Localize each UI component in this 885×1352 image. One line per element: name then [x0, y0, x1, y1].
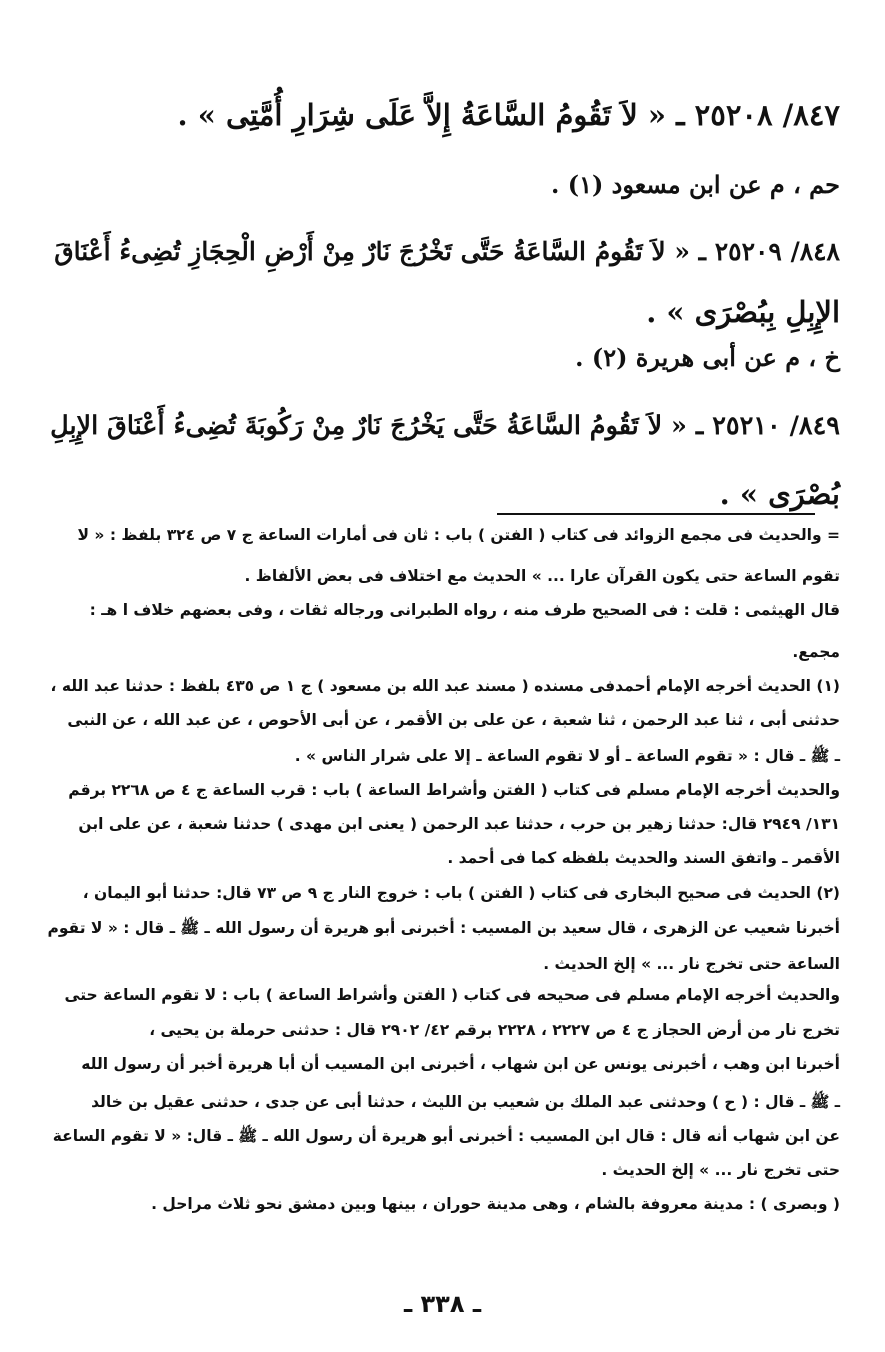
- footnote-separator: [497, 513, 815, 515]
- footnote-2-line: عن ابن شهاب أنه قال : قال ابن المسيب : أخبرنى أبو هريرة أن رسول الله ـ ﷺ ـ قال: « لا تقوم الساعة: [52, 1127, 840, 1145]
- footnote-1-line: ١٣١/ ٢٩٤٩ قال: حدثنا زهير بن حرب ، حدثنا عبد الرحمن ( يعنى ابن مهدى ) حدثنا شعبة ، عن على ابن: [78, 815, 840, 833]
- footnote-line: = والحديث فى مجمع الزوائد فى كتاب ( الفتن ) باب : ثان فى أمارات الساعة ج ٧ ص ٣٢٤ بلفظ : « لا: [77, 526, 840, 544]
- footnote-1-line: (١) الحديث أخرجه الإمام أحمدفى مسنده ( مسند عبد الله بن مسعود ) ج ١ ص ٤٣٥ بلفظ : حدثنا عبد الله ،: [50, 677, 840, 695]
- hadith-line: ٨٤٩/ ٢٥٢١٠ ـ « لاَ تَقُومُ السَّاعَةُ حَتَّى يَخْرُجَ نَارٌ مِنْ رَكُوبَةَ تُضِىءُ أَعْنَاقَ الإِبِلِ: [50, 411, 840, 441]
- footnote-line: قال الهيثمى : قلت : فى الصحيح طرف منه ، رواه الطبرانى ورجاله ثقات ، وفى بعضهم خلاف ا هـ :: [89, 601, 840, 619]
- hadith-line: ٨٤٨/ ٢٥٢٠٩ ـ « لاَ تَقُومُ السَّاعَةُ حَتَّى تَخْرُجَ نَارٌ مِنْ أَرْضِ الْحِجَازِ تُضِىءُ أَعْنَاقَ: [54, 237, 840, 266]
- footnote-2-line: والحديث أخرجه الإمام مسلم فى صحيحه فى كتاب ( الفتن وأشراط الساعة ) باب : لا تقوم الساعة حتى: [64, 986, 840, 1004]
- footnote-2-line: تخرج نار من أرض الحجاز ج ٤ ص ٢٢٢٧ ، ٢٢٢٨ برقم ٤٢/ ٢٩٠٢ قال : حدثنى حرملة بن يحيى ،: [149, 1021, 840, 1039]
- footnote-1-line: والحديث أخرجه الإمام مسلم فى كتاب ( الفتن وأشراط الساعة ) باب : قرب الساعة ج ٤ ص ٢٢٦٨ برقم: [68, 781, 840, 799]
- hadith-847: [40, 98, 840, 132]
- footnote-line: مجمع.: [792, 643, 840, 661]
- footnote-1-line: الأقمر ـ واتفق السند والحديث بلفظه كما فى أحمد .: [447, 849, 840, 867]
- footnote-2-line: أخبرنا شعيب عن الزهرى ، قال سعيد بن المسيب : أخبرنى أبو هريرة أن رسول الله ـ ﷺ ـ قال : « لا تقوم: [47, 919, 840, 937]
- page-number: ـ ٣٣٨ ـ: [403, 1290, 482, 1318]
- footnote-2-line: الساعة حتى تخرج نار ... » إلخ الحديث .: [543, 955, 840, 973]
- footnote-2-line: (٢) الحديث فى صحيح البخارى فى كتاب ( الفتن ) باب : خروج النار ج ٩ ص ٧٣ قال: حدثنا أبو اليمان ،: [82, 884, 840, 902]
- hadith-848: [40, 222, 840, 342]
- hadith-847-source: حم ، م عن ابن مسعود (١) .: [550, 170, 840, 199]
- hadith-849: [40, 392, 840, 528]
- hadith-848-source: خ ، م عن أبى هريرة (٢) .: [575, 343, 840, 372]
- footnote-2-line: حتى تخرج نار ... » إلخ الحديث .: [601, 1161, 840, 1179]
- footnote-2-line: ـ ﷺ ـ قال : ( ح ) وحدثنى عبد الملك بن شعيب بن الليث ، حدثنا أبى عن جدى ، حدثنى عقيل بن خالد: [91, 1093, 840, 1111]
- hadith-line: الإِبِلِ بِبُصْرَى » .: [646, 295, 840, 329]
- footnote-note-line: ( وبصرى ) : مدينة معروفة بالشام ، وهى مدينة حوران ، بينها وبين دمشق نحو ثلاث مراحل .: [151, 1195, 840, 1213]
- footnote-2-line: أخبرنا ابن وهب ، أخبرنى يونس عن ابن شهاب ، أخبرنى ابن المسيب أن أبا هريرة أخبر أن رسول الله: [81, 1055, 840, 1073]
- footnote-1-line: ـ ﷺ ـ قال : « تقوم الساعة ـ أو لا تقوم الساعة ـ إلا على شرار الناس » .: [294, 747, 840, 765]
- hadith-line: ٨٤٧/ ٢٥٢٠٨ ـ « لاَ تَقُومُ السَّاعَةُ إِلاَّ عَلَى شِرَارِ أُمَّتِى » .: [177, 98, 840, 132]
- footnote-1-line: حدثنى أبى ، ثنا عبد الرحمن ، ثنا شعبة ، عن على بن الأقمر ، عن أبى الأحوص ، عن عبد الله ، عن النبى: [67, 711, 840, 729]
- hadith-line: بُصْرَى » .: [719, 477, 840, 511]
- footnote-line: تقوم الساعة حتى يكون القرآن عارا ... » الحديث مع اختلاف فى بعض الألفاظ .: [244, 567, 840, 585]
